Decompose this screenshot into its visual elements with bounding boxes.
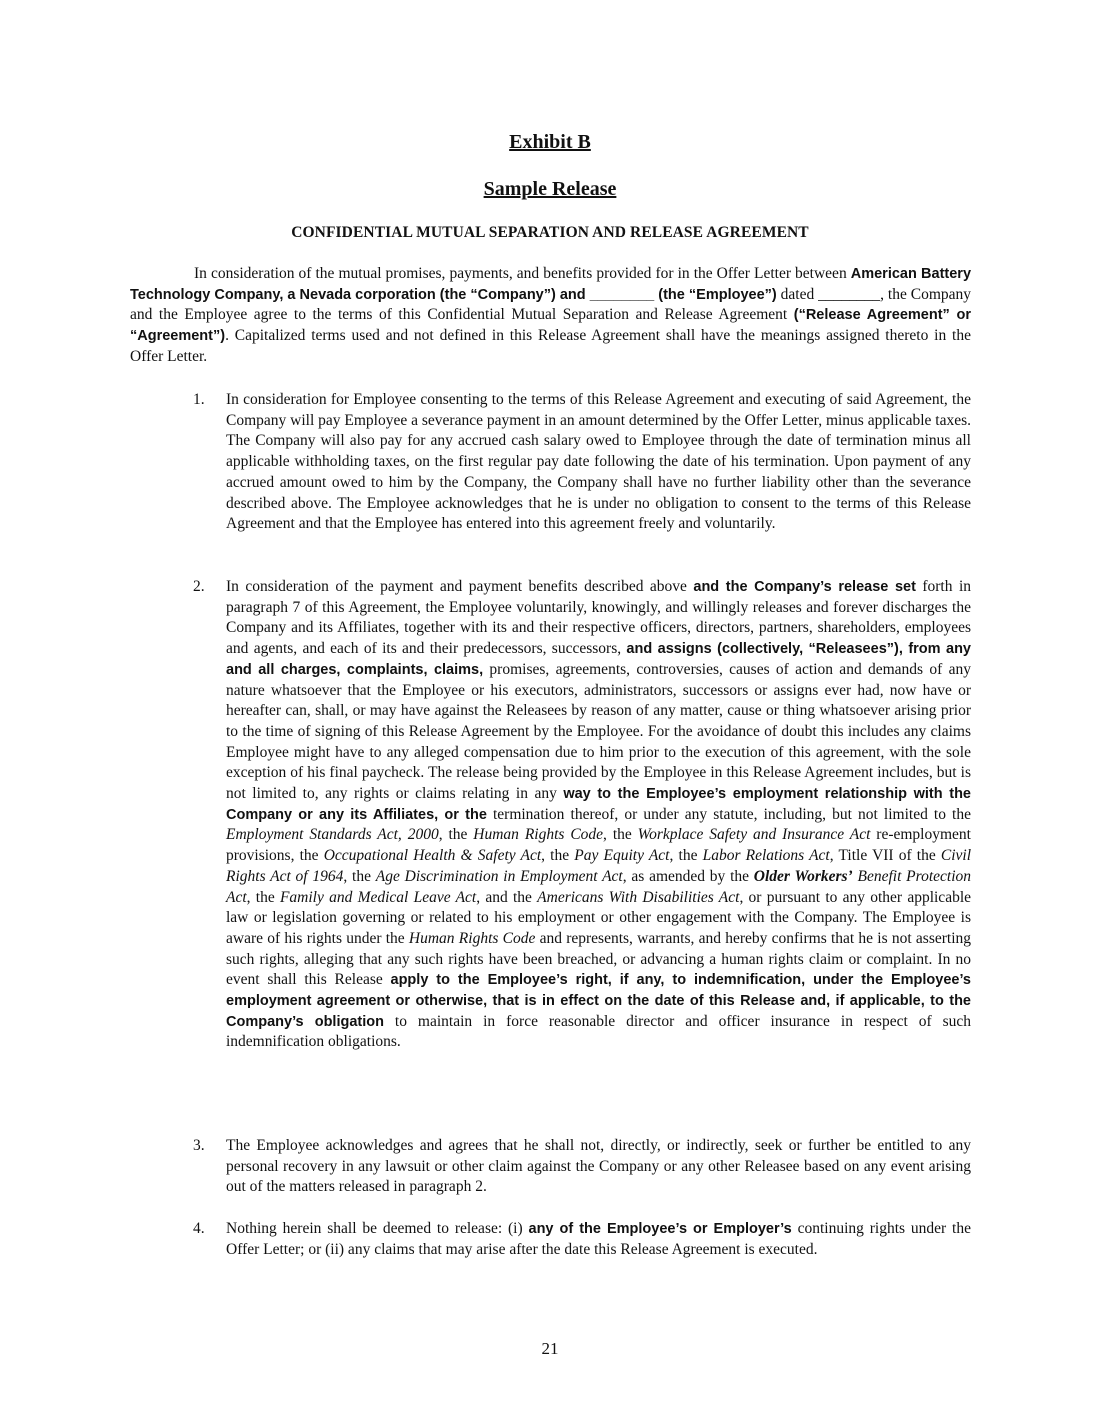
statute-name: Employment Standards Act, 2000 <box>226 826 439 844</box>
statute-name: Workplace Safety and Insurance Act <box>637 826 871 844</box>
list-item <box>226 1219 971 1260</box>
bold-text: apply to the Employee’s right, if any, to indemnification, under the Employee’s employment agreement or otherwise, that is in effect on the date of this Release and, if applicable, to the Company’s obligation <box>226 972 972 1030</box>
bold-text: and the Company’s release set <box>693 579 916 595</box>
list-item: In consideration for Employee consenting to the terms of this Release Agreement and executing of said Agreement, the Company will pay Employee a severance payment in an amount determined by the Offer Letter, minus applicable taxes. The Company will also pay for any accrued cash salary owed to Employee through the date of termination minus all applicable withholding taxes, on the first regular pay date following the date of his termination. Upon payment of any accrued amount owed to him by the Company, the Company shall have no further liability other than the severance described above. The Employee acknowledges that he is under no obligation to consent to the terms of this Release Agreement and that the Employee has entered into this agreement freely and voluntarily. <box>226 391 971 533</box>
intro-text: In consideration of the mutual promises, payments, and benefits provided for in the Offer Letter between <box>194 265 851 282</box>
item-text: continuing rights under the Offer Letter; or (ii) any claims that may arise after the date this Release Agreement is executed. <box>226 1220 971 1258</box>
statute-name: Occupational Health & Safety Act <box>323 847 542 865</box>
bold-text: way to the Employee’s employment relationship with the Company or any its Affiliates, or the <box>226 786 971 823</box>
statute-name: Older Workers’ <box>753 867 853 885</box>
list-item <box>226 577 971 1053</box>
intro-paragraph <box>130 264 971 368</box>
item-text: Nothing herein shall be deemed to release: (i) <box>226 1220 529 1237</box>
statute-name: Civil Rights Act of 1964 <box>226 847 972 885</box>
item-number: 1. <box>193 391 205 408</box>
item-number: 4. <box>193 1220 205 1237</box>
statute-name: Americans With Disabilities Act <box>537 888 740 906</box>
exhibit-title: Exhibit B <box>509 131 591 153</box>
item-text: promises, agreements, controversies, causes of action and demands of any nature whatsoever that the Employee or his executors, administrators, successors or assigns ever had, now have or hereafter can, shall, or may have against the Releasees by reason of any matter, cause or thing whatsoever arising prior to the time of signing of this Release Agreement by the Employee. For the avoidance of doubt this includes any claims Employee might have to any alleged compensation due to him prior to the execution of this agreement, with the sole exception of his final paycheck. The release being provided by the Employee in this Release Agreement includes, but is not limited to, any rights or claims relating in any <box>226 660 971 803</box>
item-text: , Title VII of the <box>829 847 941 865</box>
parties-text: American Battery Technology Company, a Nevada corporation (the “Company”) and ________ (the “Employee”) <box>130 266 972 303</box>
item-text: , the <box>541 847 575 865</box>
item-number: 3. <box>193 1137 205 1154</box>
statute-name: Age Discrimination in Employment Act <box>375 867 623 885</box>
item-text: , as amended by the <box>622 867 754 885</box>
item-text: , the <box>669 847 703 865</box>
item-text: , the <box>603 826 638 844</box>
release-title: Sample Release <box>483 178 617 200</box>
item-text: , the <box>246 888 280 906</box>
statute-name: Human Rights Code <box>408 929 536 947</box>
statute-name: Labor Relations Act <box>702 847 830 865</box>
item-text: , or pursuant to any other applicable law or legislation governing or related to his employment or other engagement with the Company. The Employee is aware of his rights under the <box>226 888 972 947</box>
statute-name: Benefit Protection Act <box>226 867 972 906</box>
item-text: forth in paragraph 7 of this Agreement, the Employee voluntarily, knowingly, and willingly releases and forever discharges the Company and its Affiliates, together with its and their respective officers, directors, partners, shareholders, employees and agents, and each of its and their predecessors, successors, <box>226 578 971 658</box>
item-text: In consideration of the payment and payment benefits described above <box>226 578 694 595</box>
bold-text: any of the Employee’s or Employer’s <box>528 1221 792 1237</box>
page-number: 21 <box>541 1339 559 1358</box>
item-text: , the <box>343 867 376 885</box>
item-number: 2. <box>193 578 205 595</box>
item-text: and represents, warrants, and hereby confirms that he is not asserting such rights, alleging that any such rights have been breached, or advancing a human rights claim or complaint. In no event shall this Release <box>226 929 971 989</box>
bold-text: and assigns (collectively, “Releasees”), from any and all charges, complaints, claims, <box>226 641 971 678</box>
defined-term: (“Release Agreement” or “Agreement”) <box>130 307 972 345</box>
item-text: to maintain in force reasonable director and officer insurance in respect of such indemnification obligations. <box>226 1012 971 1051</box>
list-item: The Employee acknowledges and agrees that he shall not, directly, or indirectly, seek or further be entitled to any personal recovery in any lawsuit or other claim against the Company or any other Releasee based on any event arising out of the matters released in paragraph 2. <box>226 1137 971 1196</box>
statute-name: Family and Medical Leave Act <box>279 888 477 906</box>
statute-name: Human Rights Code <box>473 826 604 844</box>
item-text: , and the <box>476 888 538 906</box>
item-text: termination thereof, or under any statute, including, but not limited to the <box>486 805 971 823</box>
statute-name: Pay Equity Act <box>574 847 670 865</box>
agreement-heading: CONFIDENTIAL MUTUAL SEPARATION AND RELEASE AGREEMENT <box>291 224 809 241</box>
intro-text: dated ________, the Company and the Employee agree to the terms of this Confidential Mutual Separation and Release Agreement <box>130 285 972 324</box>
item-text: , the <box>438 826 474 844</box>
item-text: re-employment provisions, the <box>226 826 971 865</box>
intro-text: . Capitalized terms used and not defined in this Release Agreement shall have the meanings assigned thereto in the Offer Letter. <box>130 327 971 365</box>
